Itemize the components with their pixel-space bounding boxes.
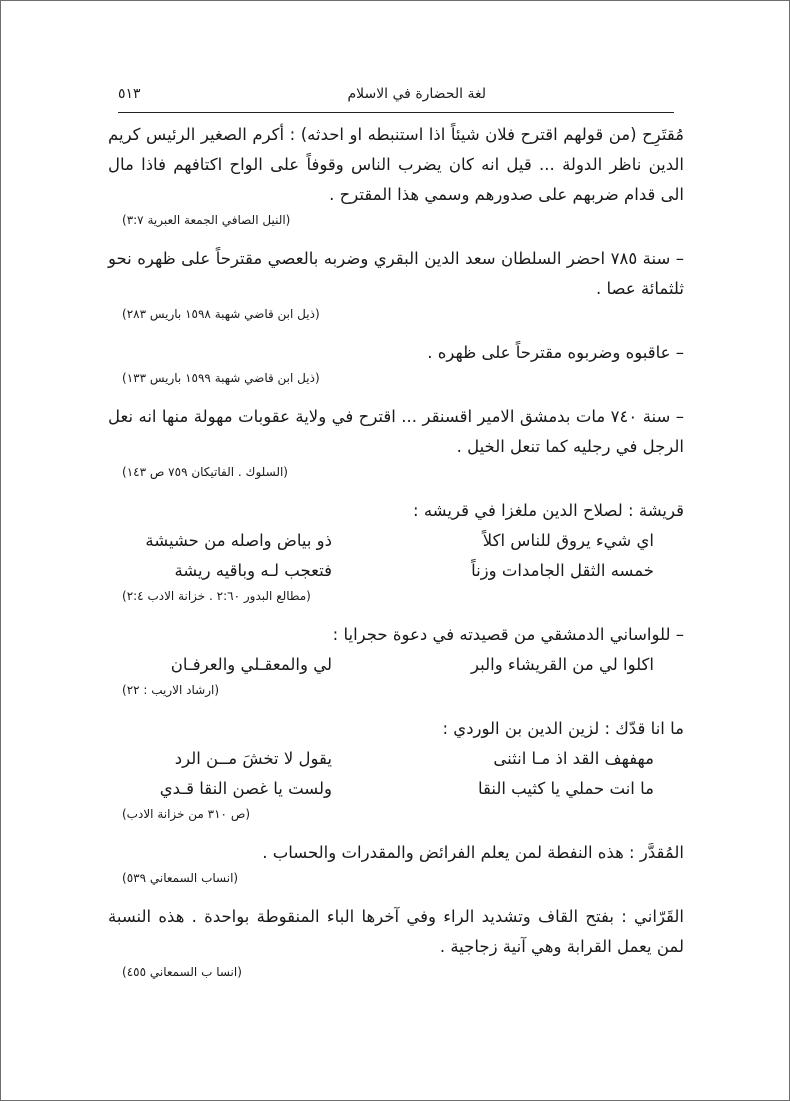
text-line: على ظهره نحو ثلثمائة عصا .: [108, 249, 684, 298]
entry-year-740: [108, 402, 684, 482]
verse-first-hemistich: خمسه الثقل الجامدات وزناً: [471, 561, 654, 580]
header-rule: [118, 112, 674, 113]
source-citation: (ارشاد الاريب : ٢٢): [122, 683, 220, 697]
source-citation: (ص ٣١٠ من خزانة الادب): [122, 807, 251, 821]
page-number: ٥١٣: [118, 86, 141, 102]
text-line: – سنة ٧٨٥ احضر السلطان سعد الدين البقري وضربه بالعصي مقترحاً: [215, 249, 685, 268]
text-line: القَرّاني : بفتح القاف وتشديد الراء وفي آخرها الباء المنقوطة بواحدة . هذه: [158, 907, 685, 926]
entry-text: [108, 338, 684, 368]
entry-year-785: [108, 244, 684, 324]
verse-line: [108, 650, 684, 680]
verse-first-hemistich: اي شيء يروق للناس اكلاً: [482, 531, 654, 550]
verse-line: [108, 526, 684, 556]
verse-line: [108, 556, 684, 586]
source-citation: (السلوك . الفاتيكان ٧٥٩ ص ١٤٣): [122, 465, 288, 479]
entry-text: [108, 120, 684, 210]
text-line: – للواساني الدمشقي من قصيدته في دعوة حجرايا :: [332, 625, 684, 644]
entry-qarisha: [108, 496, 684, 606]
verse-second-hemistich: لي والمعقـلي والعرفـان: [170, 655, 332, 674]
verse-first-hemistich: مهفهف القد اذ مـا انثنى: [493, 749, 654, 768]
text-line: قريشة : لصلاح الدين ملغزا في قريشه :: [413, 501, 684, 520]
text-line: على الواح اكتافهم فاذا مال الى قدام ضربهم على صدورهم وسمي هذا: [108, 155, 684, 204]
source-citation: (مطالع البدور ٢:٦٠ . خزانة الادب ٢:٤): [122, 589, 311, 603]
entry-muqtarih: [108, 120, 684, 230]
verse-line: [108, 744, 684, 774]
verse-second-hemistich: ذو بياض واصله من حشيشة: [145, 531, 332, 550]
running-header: [118, 82, 674, 110]
text-line: مُقتَرِح (من قولهم اقترح فلان شيئاً اذا استنبطه او احدثه) : أكرم الصغير: [200, 125, 685, 144]
entry-aqabuh: [108, 338, 684, 388]
text-line: المُقدَّر : هذه النفطة لمن يعلم الفرائض والمقدرات والحساب .: [262, 843, 684, 862]
entry-qaddak: [108, 714, 684, 824]
verse-line: [108, 774, 684, 804]
text-line: مهولة منها انه نعل الرجل في رجليه كما تنعل الخيل .: [108, 407, 684, 456]
text-line: – عاقبوه وضربوه مقترحاً على ظهره .: [427, 343, 684, 362]
entry-text: [108, 402, 684, 462]
text-line: المقترح .: [329, 185, 392, 204]
text-line: النسبة لمن يعمل القرابة وهي آنية زجاجية .: [108, 907, 684, 956]
page-body: [108, 120, 684, 996]
entry-text: [108, 620, 684, 650]
verse-second-hemistich: ولست يا غصن النقا قـدي: [159, 779, 332, 798]
entry-text: [108, 714, 684, 744]
verse-second-hemistich: فتعجب لـه وباقيه ريشة: [174, 561, 332, 580]
text-line: الرئيس كريم الدين ناظر الدولة ... قيل انه كان يضرب الناس وقوفاً: [108, 125, 685, 174]
entry-text: [108, 838, 684, 868]
source-citation: (انسا ب السمعاني ٤٥٥): [122, 965, 242, 979]
text-line: – سنة ٧٤٠ مات بدمشق الامير اقسنقر ... اقترح في ولاية عقوبات: [238, 407, 685, 426]
entry-text: [108, 902, 684, 962]
source-citation: (انساب السمعاني ٥٣٩): [122, 871, 239, 885]
entry-qarrani: [108, 902, 684, 982]
entry-wasani: [108, 620, 684, 700]
verse-first-hemistich: اكلوا لي من القريشاء والبر: [471, 655, 654, 674]
entry-text: [108, 244, 684, 304]
verse-second-hemistich: يقول لا تخشَ مــن الرد: [174, 749, 332, 768]
source-citation: (ذيل ابن قاضي شهبة ١٥٩٨ باريس ٢٨٣): [122, 307, 320, 321]
entry-text: [108, 496, 684, 526]
entry-muqaddar: [108, 838, 684, 888]
text-line: ما انا قدّك : لزين الدين بن الوردي :: [442, 719, 684, 738]
running-title: لغة الحضارة في الاسلام: [347, 86, 486, 102]
source-citation: (ذيل ابن قاضي شهبة ١٥٩٩ باريس ١٣٣): [122, 371, 320, 385]
verse-first-hemistich: ما انت حملي يا كثيب النقا: [477, 779, 654, 798]
source-citation: (النيل الصافي الجمعة العبرية ٣:٧): [122, 213, 291, 227]
